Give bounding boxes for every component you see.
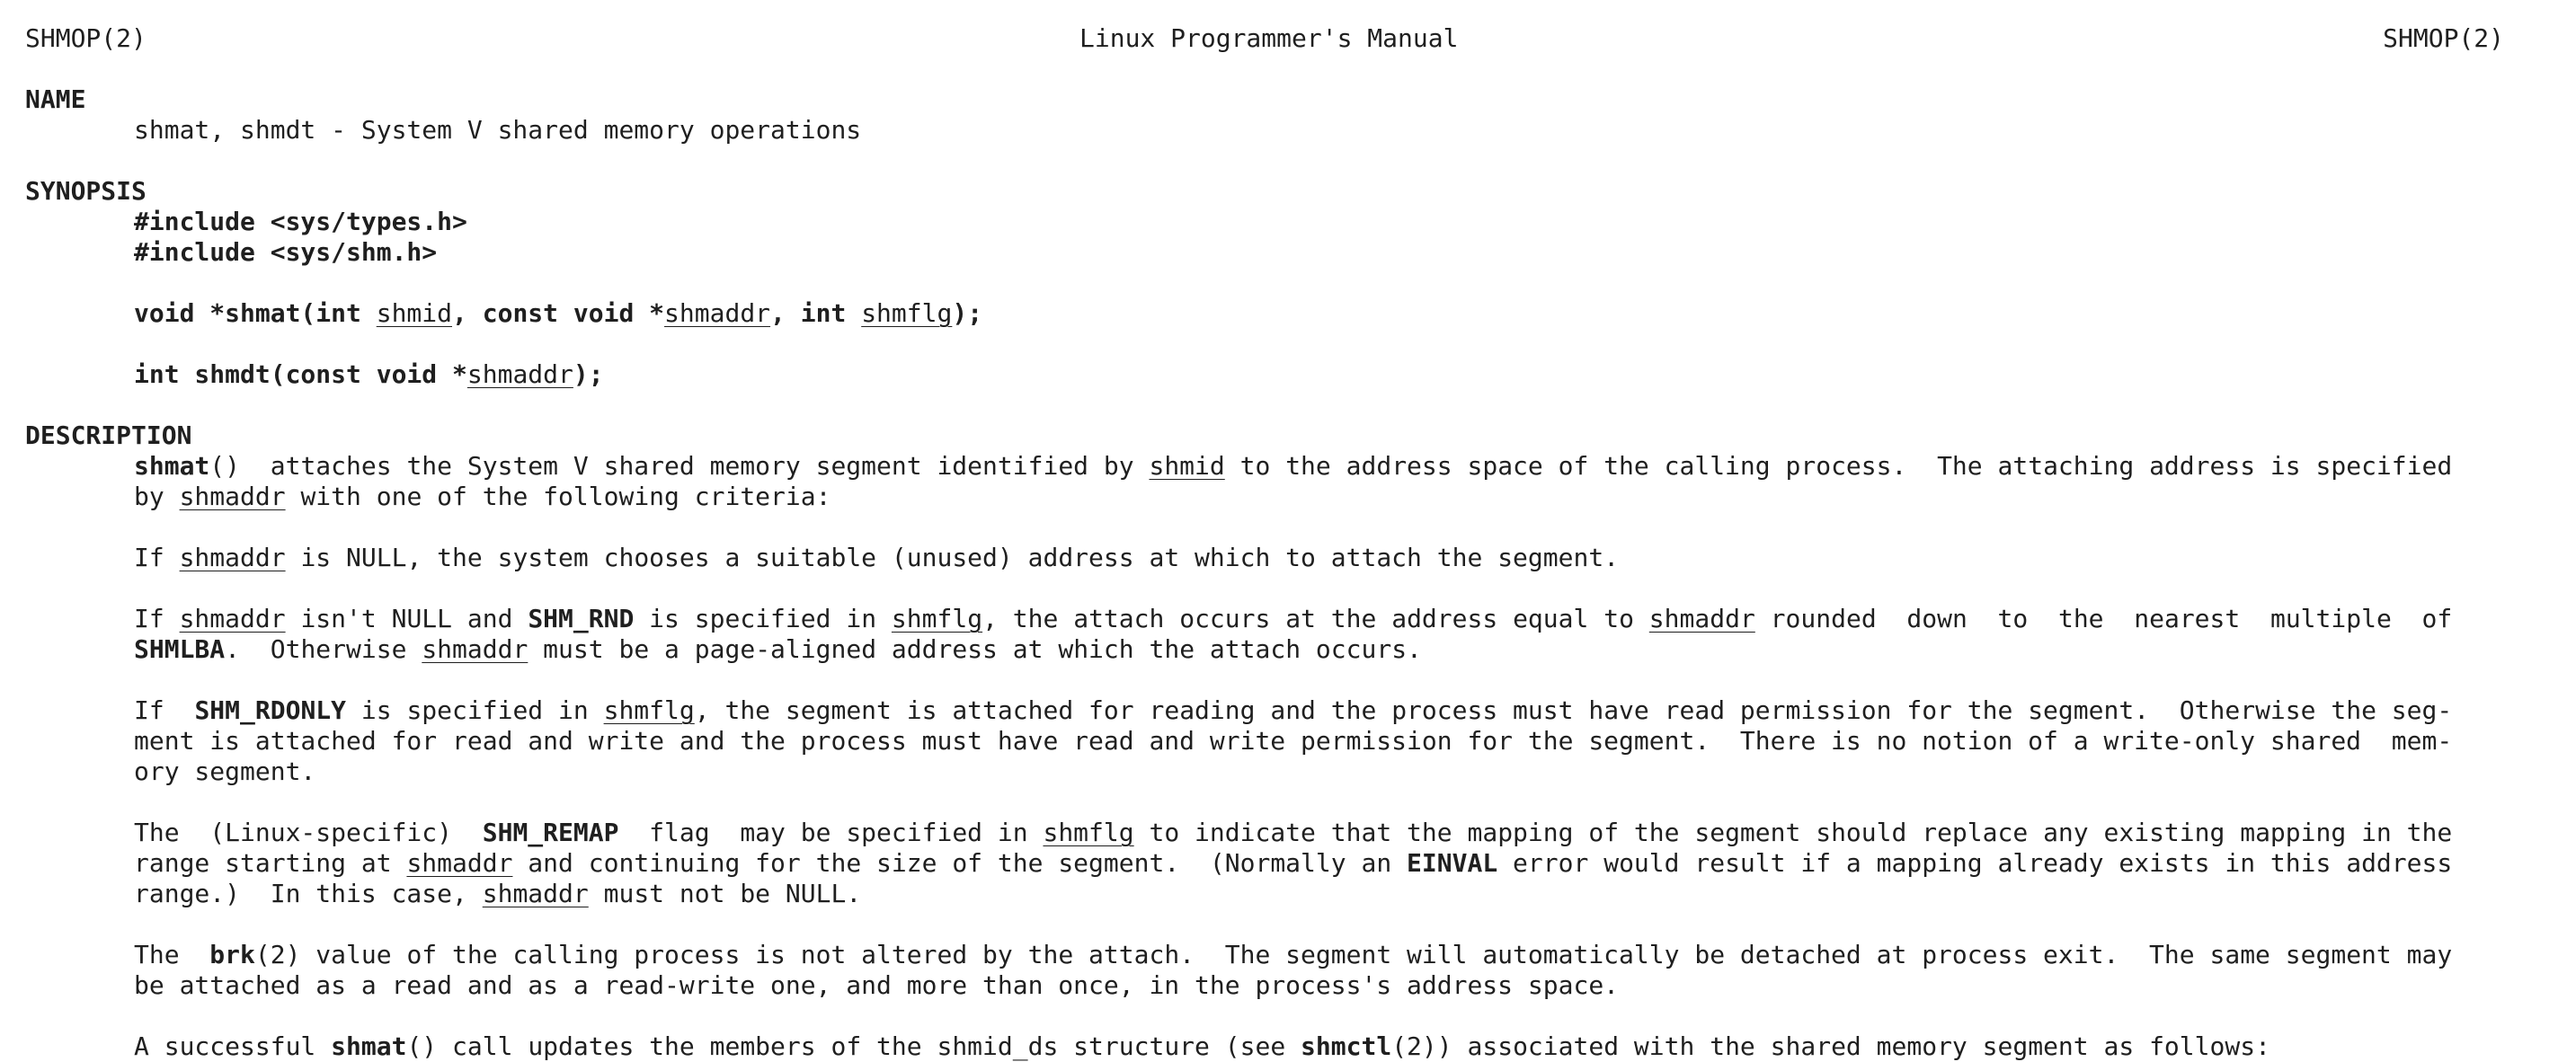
desc-para5-line1	[25, 818, 2576, 848]
text: rounded down to the nearest multiple of	[1754, 604, 2453, 633]
text: (2)) associated with the shared memory segment as follows:	[1391, 1031, 2270, 1061]
text: with one of the following criteria:	[285, 482, 831, 511]
arg-shmflg: shmflg	[861, 298, 953, 328]
arg-shmid: shmid	[376, 298, 453, 328]
text: isn't NULL and	[285, 604, 529, 633]
text: If	[134, 695, 195, 725]
text: If	[134, 543, 180, 572]
sig-part: );	[573, 359, 604, 389]
text: to the address space of the calling process. The attaching address is specified	[1224, 451, 2453, 481]
shmdt-signature	[25, 359, 2576, 390]
include-shm	[25, 237, 2576, 268]
text: must not be NULL.	[588, 879, 862, 908]
const-einval: EINVAL	[1407, 848, 1498, 878]
arg-shmaddr: shmaddr	[179, 604, 286, 633]
desc-para4-line3: ory segment.	[134, 757, 316, 786]
text: is specified in	[634, 604, 892, 633]
arg-shmaddr: shmaddr	[1648, 604, 1755, 633]
include-shm-text: #include <sys/shm.h>	[134, 237, 438, 267]
desc-para1-line2	[25, 482, 2576, 512]
text: The (Linux-specific)	[134, 818, 483, 847]
text: must be a page-aligned address at which the attach occurs.	[528, 634, 1422, 664]
section-description-heading: DESCRIPTION	[25, 420, 192, 450]
const-shm-rdonly: SHM_RDONLY	[194, 695, 347, 725]
text: and continuing for the size of the segment. (Normally an	[512, 848, 1408, 878]
arg-shmaddr: shmaddr	[406, 848, 513, 878]
arg-shmflg: shmflg	[891, 604, 983, 633]
arg-shmaddr: shmaddr	[466, 359, 573, 389]
sig-part: int shmdt(const void *	[134, 359, 467, 389]
sig-part: , int	[770, 298, 862, 328]
include-types-text: #include <sys/types.h>	[134, 207, 467, 236]
arg-shmaddr: shmaddr	[482, 879, 589, 908]
desc-para6-line1	[25, 940, 2576, 970]
desc-para2	[25, 543, 2576, 573]
section-name-heading: NAME	[25, 84, 86, 114]
func-shmat: shmat	[331, 1031, 407, 1061]
name-text: shmat, shmdt - System V shared memory operations	[134, 115, 862, 145]
text: , the segment is attached for reading and the process must have read permission for the segment. Otherwise the seg-	[694, 695, 2453, 725]
desc-para6-line2: be attached as a read and as a read-write one, and more than once, in the process's address space.	[134, 970, 1620, 1000]
text: to indicate that the mapping of the segment should replace any existing mapping in the	[1133, 818, 2453, 847]
text: flag may be specified in	[618, 818, 1044, 847]
header-left: SHMOP(2)	[25, 23, 147, 53]
shmat-signature	[25, 298, 2576, 329]
text: range starting at	[134, 848, 407, 878]
desc-para5-line3	[25, 879, 2576, 909]
arg-shmaddr: shmaddr	[664, 298, 771, 328]
sig-part: void *shmat(int	[134, 298, 377, 328]
text: If	[134, 604, 180, 633]
text: by	[134, 482, 180, 511]
text: , the attach occurs at the address equal to	[982, 604, 1649, 633]
text: () call updates the members of the shmid_ds structure (see	[406, 1031, 1301, 1061]
desc-para4-line1	[25, 695, 2576, 726]
text: is specified in	[346, 695, 604, 725]
desc-para3-line2	[25, 634, 2576, 665]
text: error would result if a mapping already exists in this address	[1497, 848, 2453, 878]
sig-part: );	[952, 298, 983, 328]
desc-para7	[25, 1031, 2576, 1062]
const-shm-remap: SHM_REMAP	[482, 818, 619, 847]
text: . Otherwise	[225, 634, 422, 664]
section-synopsis-heading: SYNOPSIS	[25, 176, 147, 206]
arg-shmaddr: shmaddr	[422, 634, 529, 664]
arg-shmflg: shmflg	[1043, 818, 1134, 847]
header-center: Linux Programmer's Manual	[1079, 23, 1459, 53]
const-shm-rnd: SHM_RND	[528, 604, 635, 633]
text: A successful	[134, 1031, 332, 1061]
arg-shmaddr: shmaddr	[179, 482, 286, 511]
text: () attaches the System V shared memory segment identified by	[209, 451, 1150, 481]
text: is NULL, the system chooses a suitable (unused) address at which to attach the segment.	[285, 543, 1620, 572]
desc-para1-line1	[25, 451, 2576, 482]
desc-para4-line2: ment is attached for read and write and the process must have read and write permission for the segment. There is no notion of a write-only shared mem-	[134, 726, 2453, 756]
arg-shmaddr: shmaddr	[179, 543, 286, 572]
text: (2) value of the calling process is not altered by the attach. The segment will automatically be detached at process exit. The same segment may	[254, 940, 2453, 969]
desc-para5-line2	[25, 848, 2576, 879]
arg-shmid: shmid	[1149, 451, 1225, 481]
man-header	[25, 23, 2504, 54]
func-shmat: shmat	[134, 451, 210, 481]
sig-part: , const void *	[452, 298, 665, 328]
func-brk: brk	[209, 940, 255, 969]
text: The	[134, 940, 210, 969]
header-right: SHMOP(2)	[2383, 23, 2504, 53]
include-types	[25, 207, 2576, 237]
arg-shmflg: shmflg	[603, 695, 695, 725]
const-shmlba: SHMLBA	[134, 634, 226, 664]
func-shmctl: shmctl	[1301, 1031, 1392, 1061]
text: range.) In this case,	[134, 879, 483, 908]
desc-para3-line1	[25, 604, 2576, 634]
